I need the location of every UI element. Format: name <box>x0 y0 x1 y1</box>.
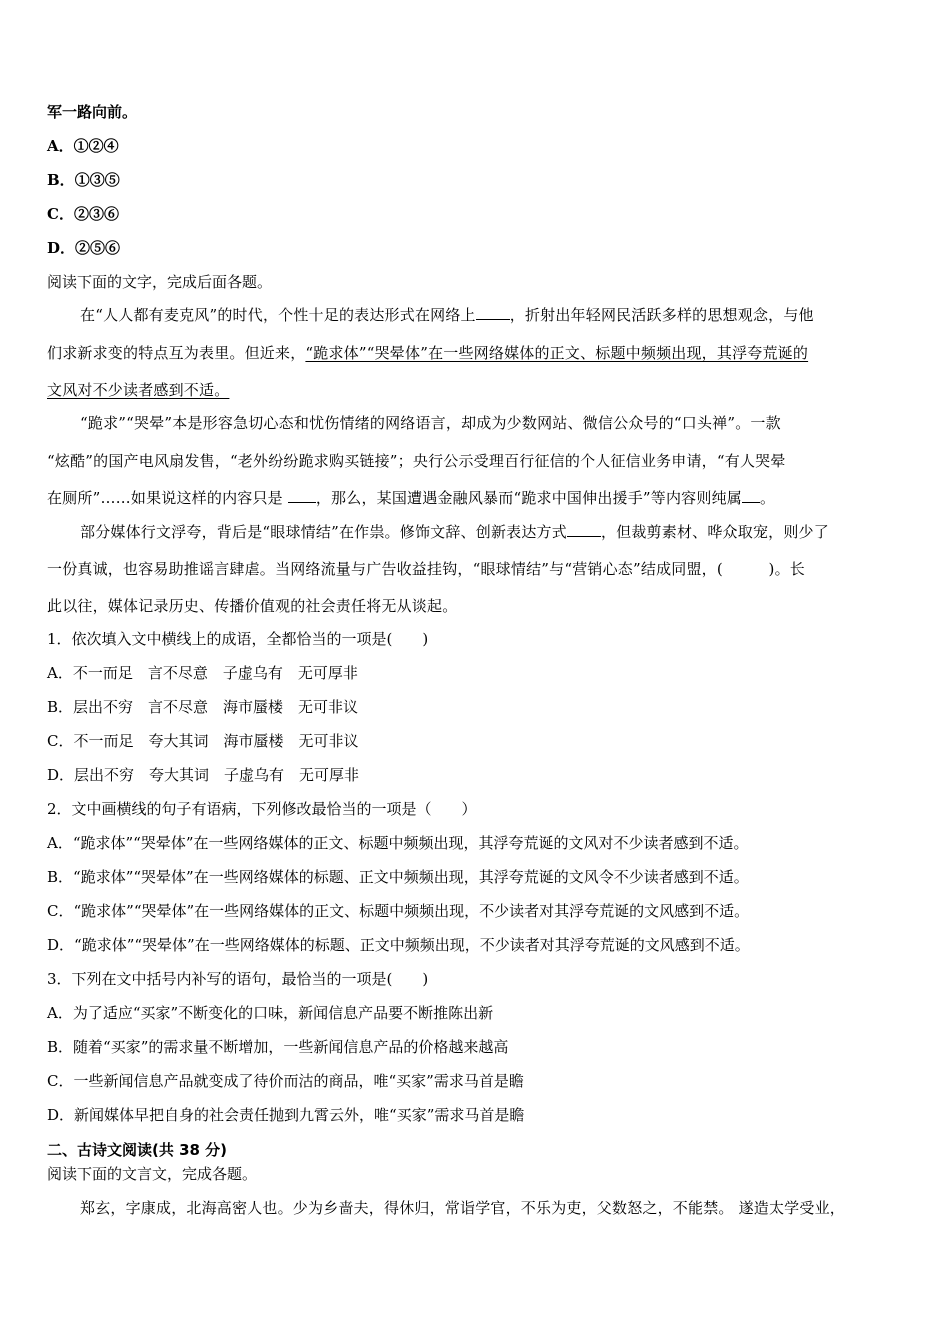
text-run: ，但裁剪素材、哗众取宠，则少了 <box>600 523 829 541</box>
classical-text-line1: 郑玄，字康成，北海高密人也。少为乡啬夫，得休归，常诣学官，不乐为吏，父数怒之，不能禁。 遂造太学受业， <box>80 1199 845 1217</box>
text-run: ，折射出年轻网民活跃多样的思想观念，与他 <box>509 306 814 324</box>
passage-p3-line1 <box>80 522 829 542</box>
question-3-option-d: D．新闻媒体早把自身的社会责任抛到九霄云外，唯“买家”需求马首是瞻 <box>47 1106 525 1124</box>
text-run: 部分媒体行文浮夸，背后是“眼球情结”在作祟。修饰文辞、创新表达方式 <box>80 523 567 541</box>
fill-blank <box>567 522 601 537</box>
text-run: 。 <box>759 489 776 507</box>
passage-p2-line2: “炫酷”的国产电风扇发售，“老外纷纷跪求购买链接”；央行公示受理百行征信的个人征信业务申请，“有人哭晕 <box>47 452 786 470</box>
section-instruction: 阅读下面的文言文，完成各题。 <box>47 1165 258 1183</box>
prev-option-c <box>47 204 119 224</box>
question-2-stem: 2．文中画横线的句子有语病，下列修改最恰当的一项是（ ） <box>47 800 477 818</box>
passage-p3-line2: 一份真诚，也容易助推谣言肆虐。当网络流量与广告收益挂钩，“眼球情结”与“营销心态”结成同盟，( )。长 <box>47 560 805 578</box>
option-label: C． <box>47 205 74 223</box>
option-text: ①③⑤ <box>74 171 120 189</box>
passage-p1-line1 <box>80 305 814 325</box>
question-1-option-b: B．层出不穷 言不尽意 海市蜃楼 无可非议 <box>47 698 359 716</box>
prev-question-tail: 军一路向前。 <box>47 103 138 121</box>
prev-option-a <box>47 136 119 156</box>
question-1-option-a: A．不一而足 言不尽意 子虚乌有 无可厚非 <box>47 664 358 682</box>
fill-blank <box>288 488 316 503</box>
reading-instruction: 阅读下面的文字，完成后面各题。 <box>47 273 273 291</box>
question-1-stem: 1．依次填入文中横线上的成语，全都恰当的一项是( ) <box>47 630 429 648</box>
option-label: B． <box>47 171 75 189</box>
underlined-sentence: “跪求体”“哭晕体”在一些网络媒体的正文、标题中频频出现，其浮夸荒诞的 <box>305 344 809 362</box>
option-label: A． <box>47 137 74 155</box>
fill-blank <box>476 305 510 320</box>
question-2-option-d: D．“跪求体”“哭晕体”在一些网络媒体的标题、正文中频频出现，不少读者对其浮夸荒诞的文风感到不适。 <box>47 936 750 954</box>
option-text: ②③⑥ <box>73 205 119 223</box>
text-run: 在“人人都有麦克风”的时代，个性十足的表达形式在网络上 <box>80 306 476 324</box>
passage-p1-line2 <box>47 343 808 363</box>
passage-p2-line3 <box>47 488 775 508</box>
question-2-option-c: C．“跪求体”“哭晕体”在一些网络媒体的正文、标题中频频出现，不少读者对其浮夸荒诞的文风感到不适。 <box>47 902 750 920</box>
passage-p3-line3: 此以往，媒体记录历史、传播价值观的社会责任将无从谈起。 <box>47 597 458 615</box>
text-run: ，那么，某国遭遇金融风暴而“跪求中国伸出援手”等内容则纯属 <box>315 489 742 507</box>
text-run: 们求新求变的特点互为表里。但近来， <box>47 344 306 362</box>
text-run: 在厕所”……如果说这样的内容只是 <box>47 489 288 507</box>
question-3-option-a: A．为了适应“买家”不断变化的口味，新闻信息产品要不断推陈出新 <box>47 1004 494 1022</box>
question-3-stem: 3．下列在文中括号内补写的语句，最恰当的一项是( ) <box>47 970 429 988</box>
question-1-option-d: D．层出不穷 夸大其词 子虚乌有 无可厚非 <box>47 766 360 784</box>
question-3-option-b: B．随着“买家”的需求量不断增加，一些新闻信息产品的价格越来越高 <box>47 1038 509 1056</box>
underlined-sentence-end: 文风对不少读者感到不适。 <box>47 381 230 399</box>
fill-blank <box>742 488 760 503</box>
question-3-option-c: C．一些新闻信息产品就变成了待价而沽的商品，唯“买家”需求马首是瞻 <box>47 1072 524 1090</box>
question-2-option-a: A．“跪求体”“哭晕体”在一些网络媒体的正文、标题中频频出现，其浮夸荒诞的文风对不少读者感到不适。 <box>47 834 749 852</box>
question-1-option-c: C．不一而足 夸大其词 海市蜃楼 无可非议 <box>47 732 359 750</box>
passage-p2-line1: “跪求”“哭晕”本是形容急切心态和忧伤情绪的网络语言，却成为少数网站、微信公众号的“口头禅”。一款 <box>80 414 781 432</box>
question-2-option-b: B．“跪求体”“哭晕体”在一些网络媒体的标题、正文中频频出现，其浮夸荒诞的文风令不少读者感到不适。 <box>47 868 749 886</box>
option-label: D． <box>47 239 76 257</box>
section-heading: 二、古诗文阅读(共 38 分) <box>47 1141 228 1159</box>
prev-option-b <box>47 170 120 190</box>
option-text: ②⑤⑥ <box>75 239 121 257</box>
prev-option-d <box>47 238 120 258</box>
option-text: ①②④ <box>73 137 119 155</box>
